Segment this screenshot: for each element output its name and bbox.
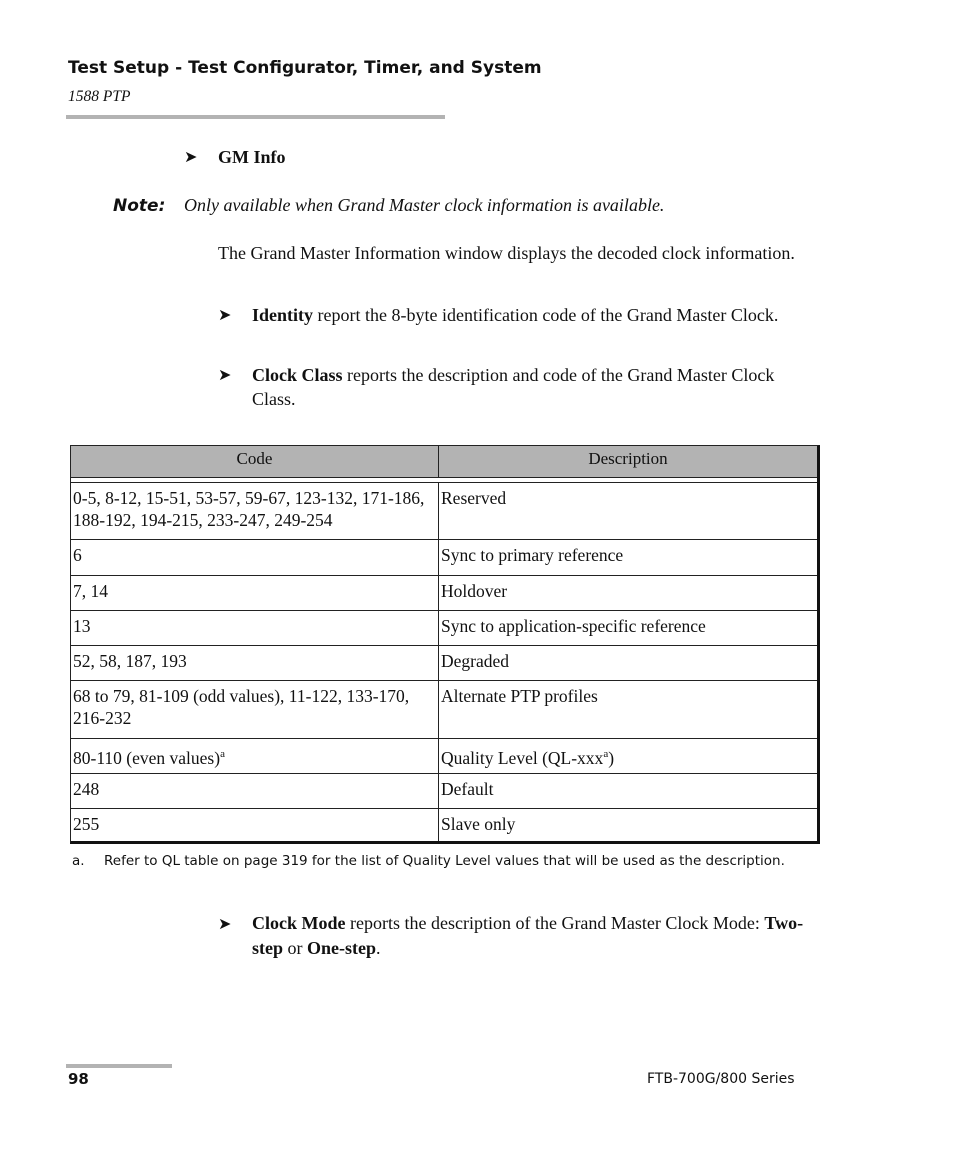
- clock-class-table: [70, 445, 820, 844]
- bullet-arrow-icon: ➤: [218, 305, 232, 324]
- section-heading-label: GM Info: [218, 147, 286, 167]
- table-cell-code: [71, 739, 439, 773]
- table-row: [71, 646, 817, 681]
- page-header-title: Test Setup - Test Configurator, Timer, and System: [68, 58, 542, 78]
- mode-option-one-step: One-step: [307, 938, 376, 958]
- table-cell-description: [439, 739, 817, 773]
- table-cell-code: 13: [71, 611, 439, 645]
- table-row: [71, 611, 817, 646]
- table-cell-code: 6: [71, 540, 439, 575]
- table-cell-code: 255: [71, 809, 439, 841]
- table-cell-code: 68 to 79, 81-109 (odd values), 11-122, 133-170, 216-232: [71, 681, 439, 738]
- table-cell-description: Holdover: [441, 581, 508, 601]
- header-divider: [66, 115, 445, 119]
- table-row: [71, 483, 817, 540]
- code-text: 80-110 (even values): [73, 747, 221, 768]
- table-row: [71, 576, 817, 611]
- table-row: [71, 681, 817, 739]
- column-header-description: Description: [588, 449, 668, 468]
- table-cell-description: Slave only: [441, 814, 516, 834]
- table-cell-description: Default: [441, 779, 494, 799]
- bullet-arrow-icon: ➤: [218, 365, 232, 384]
- table-row: [71, 809, 817, 841]
- description-text-end: ): [608, 747, 615, 768]
- table-row: [71, 739, 817, 774]
- table-cell-description: Reserved: [441, 488, 507, 508]
- table-row: [71, 774, 817, 809]
- sentence-end: .: [376, 938, 381, 958]
- table-cell-description: Alternate PTP profiles: [441, 686, 598, 706]
- bullet-term: Clock Mode: [252, 913, 346, 933]
- bullet-arrow-icon: ➤: [218, 914, 232, 933]
- bullet-term: Identity: [252, 305, 314, 325]
- table-row: [71, 540, 817, 576]
- product-series: FTB-700G/800 Series: [647, 1071, 795, 1087]
- table-cell-description: Degraded: [441, 651, 510, 671]
- note-label: Note:: [113, 196, 166, 216]
- table-cell-description: Sync to primary reference: [441, 545, 624, 565]
- description-text: Quality Level (QL-xxx: [441, 747, 604, 768]
- mode-separator: or: [283, 938, 307, 958]
- column-header-code: Code: [71, 446, 439, 477]
- note-text: Only available when Grand Master clock information is available.: [184, 195, 665, 215]
- bullet-text: reports the description of the Grand Master Clock Mode:: [345, 913, 765, 933]
- table-cell-code: 0-5, 8-12, 15-51, 53-57, 59-67, 123-132, 171-186, 188-192, 194-215, 233-247, 249-254: [71, 483, 439, 539]
- footnote-text: Refer to QL table on page 319 for the list of Quality Level values that will be used as the description.: [104, 853, 785, 869]
- intro-paragraph: The Grand Master Information window displays the decoded clock information.: [218, 243, 795, 263]
- table-cell-code: 7, 14: [71, 576, 439, 610]
- footnote-label: a.: [72, 853, 85, 869]
- table-cell-code: 52, 58, 187, 193: [71, 646, 439, 680]
- footnote-ref: a: [603, 748, 609, 760]
- table-cell-code: 248: [71, 774, 439, 808]
- table-cell-description: Sync to application-specific reference: [441, 616, 706, 636]
- footer-divider: [66, 1064, 172, 1068]
- footnote-ref: a: [220, 748, 225, 760]
- page-header-subtitle: 1588 PTP: [68, 88, 131, 105]
- page-number: 98: [68, 1070, 89, 1088]
- mode-option-two-step: Two-step: [252, 913, 804, 958]
- bullet-text: report the 8-byte identification code of the Grand Master Clock.: [313, 305, 779, 325]
- bullet-text: reports the description and code of the Grand Master Clock Class.: [252, 365, 775, 409]
- bullet-term: Clock Class: [252, 365, 343, 385]
- table-header: [71, 446, 817, 478]
- bullet-arrow-icon: ➤: [184, 147, 198, 166]
